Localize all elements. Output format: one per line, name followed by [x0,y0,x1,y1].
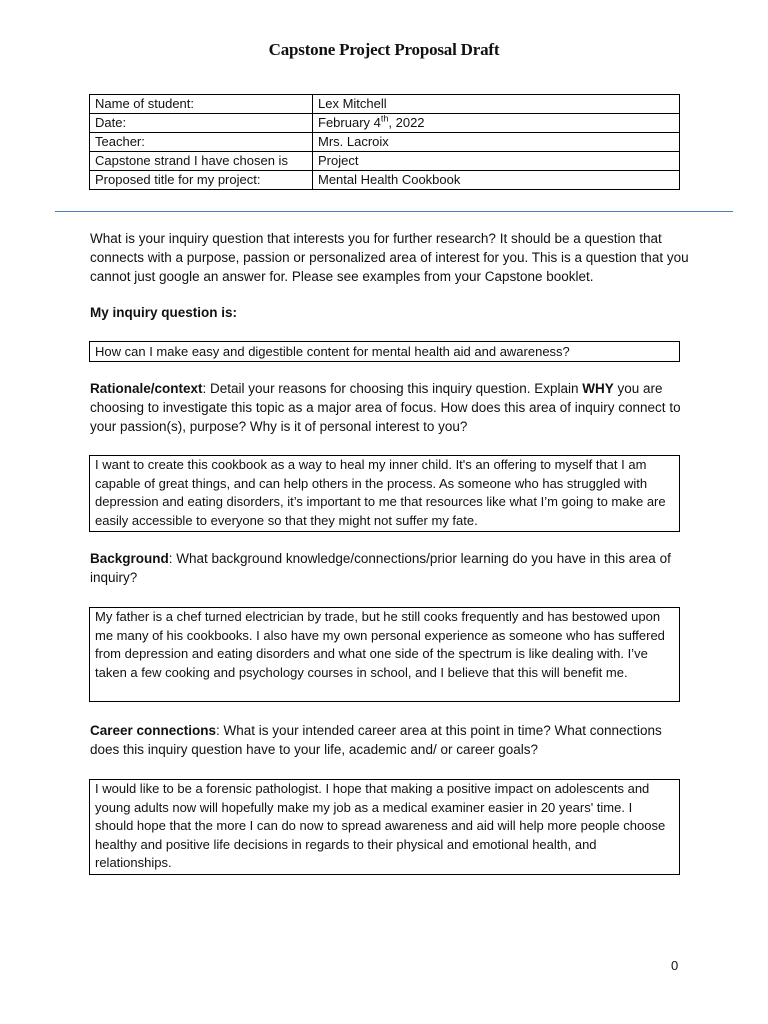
table-value: Lex Mitchell [313,95,680,114]
table-row [90,152,680,171]
rationale-prompt-text-2: you are choosing to investigate this topic as a major area of focus. How does this area of inquiry connect to your passion(s), purpose? Why is it of personal interest to you? [90,381,681,434]
background-prompt [90,549,690,587]
table-row [90,171,680,190]
table-row [90,114,680,133]
table-value: Mrs. Lacroix [313,133,680,152]
date-day: February 4 [318,115,381,130]
table-label: Capstone strand I have chosen is [90,152,313,171]
rationale-prompt-text: : Detail your reasons for choosing this inquiry question. Explain [202,381,583,396]
rationale-answer-box: I want to create this cookbook as a way to heal my inner child. It's an offering to myself that I am capable of great things, and can help others in the process. As someone who has struggled with depression and eating disorders, it’s important to me that resources like what I’m going to make are easily accessible to everyone so that they might not suffer my fate. [89,455,680,532]
date-year: , 2022 [388,115,425,130]
background-label: Background [90,551,169,566]
inquiry-answer-box: How can I make easy and digestible content for mental health aid and awareness? [89,341,680,362]
date-ordinal: th [380,113,389,124]
career-prompt-text: : What is your intended career area at this point in time? What connections does this inquiry question have to your life, academic and/ or career goals? [90,723,662,757]
career-answer-box: I would like to be a forensic pathologist. I hope that making a positive impact on adolescents and young adults now will hopefully make my job as a medical examiner easier in 20 years' time. I should hope that the more I can do now to spread awareness and aid will help more people choose healthy and positive life decisions in regards to their physical and emotional health, and relationships. [89,779,680,875]
table-label: Date: [90,114,313,133]
table-label: Name of student: [90,95,313,114]
table-value: Project [313,152,680,171]
inquiry-heading-text: My inquiry question is: [90,305,238,320]
table-label: Teacher: [90,133,313,152]
career-label: Career connections [90,723,217,738]
page-number: 0 [671,958,679,973]
table-label: Proposed title for my project: [90,171,313,190]
career-prompt [90,721,690,759]
document-title: Capstone Project Proposal Draft [268,40,500,59]
background-answer-box: My father is a chef turned electrician by trade, but he still cooks frequently and has bestowed upon me many of his cookbooks. I also have my own personal experience as someone who has suffered from depression and eating disorders and what one side of the spectrum is like dealing with. I’ve taken a few cooking and psychology courses in school, and I believe that this will benefit me. [89,607,680,702]
table-value: Mental Health Cookbook [313,171,680,190]
rationale-emphasis: WHY [582,381,614,396]
rationale-label: Rationale/context [90,381,203,396]
table-row [90,95,680,114]
table-row [90,133,680,152]
rationale-prompt [90,379,690,436]
inquiry-prompt: What is your inquiry question that interests you for further research? It should be a question that connects with a purpose, passion or personalized area of interest for you. This is a question that you cannot just google an answer for. Please see examples from your Capstone booklet. [90,231,689,284]
inquiry-heading [90,303,690,322]
student-info-table [89,94,680,190]
table-value [313,114,680,133]
background-prompt-text: : What background knowledge/connections/prior learning do you have in this area of inquiry? [90,551,671,585]
section-divider [55,211,733,212]
